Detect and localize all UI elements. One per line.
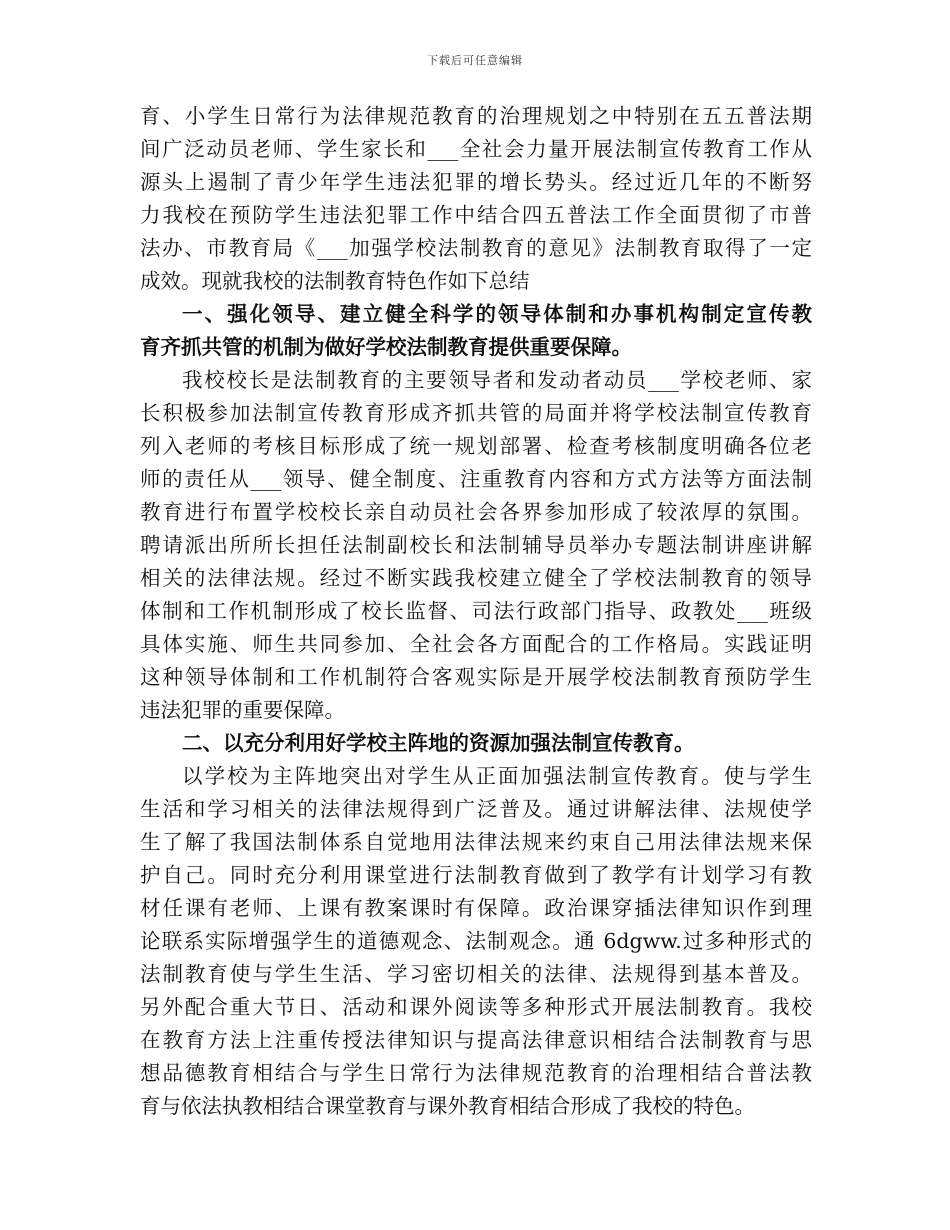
- paragraph-intro: [140, 100, 812, 298]
- text-line: 违法犯罪的重要保障。: [140, 698, 345, 722]
- text-line: 育与依法执教相结合课堂教育与课外教育相结合形成了我校的特色。: [140, 1094, 755, 1118]
- text-line: 师的责任从___领导、健全制度、注重教育内容和方式方法等方面法制: [140, 467, 812, 491]
- text-line: 教育进行布置学校校长亲自动员社会各界参加形成了较浓厚的氛围。: [140, 500, 812, 524]
- text-line: 源头上遏制了青少年学生违法犯罪的增长势头。经过近几年的不断努: [140, 170, 812, 194]
- text-line: 法办、市教育局《___加强学校法制教育的意见》法制教育取得了一定: [140, 236, 812, 260]
- text-line: 相关的法律法规。经过不断实践我校建立健全了学校法制教育的领导: [140, 566, 812, 590]
- paragraph-leadership: [140, 364, 812, 727]
- heading-line: 育齐抓共管的机制为做好学校法制教育提供重要保障。: [140, 335, 632, 359]
- heading-line: 二、以充分利用好学校主阵地的资源加强法制宣传教育。: [182, 731, 695, 755]
- text-line: 聘请派出所所长担任法制副校长和法制辅导员举办专题法制讲座讲解: [140, 533, 812, 557]
- text-line: 想品德教育相结合与学生日常行为法律规范教育的治理相结合普法教: [140, 1061, 812, 1085]
- text-line: 育、小学生日常行为法律规范教育的治理规划之中特别在五五普法期: [140, 104, 812, 128]
- text-line: 成效。现就我校的法制教育特色作如下总结: [140, 269, 530, 293]
- text-line: 长积极参加法制宣传教育形成齐抓共管的局面并将学校法制宣传教育: [140, 401, 812, 425]
- text-line: 体制和工作机制形成了校长监督、司法行政部门指导、政教处___班级: [140, 599, 812, 623]
- text-line: 法制教育使与学生生活、学习密切相关的法律、法规得到基本普及。: [140, 962, 812, 986]
- text-line: 另外配合重大节日、活动和课外阅读等多种形式开展法制教育。我校: [140, 995, 812, 1019]
- text-line: 生了解了我国法制体系自觉地用法律法规来约束自己用法律法规来保: [140, 830, 812, 854]
- text-line: 以学校为主阵地突出对学生从正面加强法制宣传教育。使与学生: [182, 764, 812, 788]
- section-heading-1: [140, 298, 812, 364]
- text-line: 护自己。同时充分利用课堂进行法制教育做到了教学有计划学习有教: [140, 863, 812, 887]
- page-header: 下载后可任意编辑: [427, 54, 523, 67]
- paragraph-education: [140, 760, 812, 1123]
- text-line: 我校校长是法制教育的主要领导者和发动者动员___学校老师、家: [182, 368, 812, 392]
- text-line: 列入老师的考核目标形成了统一规划部署、检查考核制度明确各位老: [140, 434, 812, 458]
- text-line: 间广泛动员老师、学生家长和___全社会力量开展法制宣传教育工作从: [140, 137, 812, 161]
- section-heading-2: [140, 727, 812, 760]
- text-line: 在教育方法上注重传授法律知识与提高法律意识相结合法制教育与思: [140, 1028, 812, 1052]
- text-line: 生活和学习相关的法律法规得到广泛普及。通过讲解法律、法规使学: [140, 797, 812, 821]
- text-line: 论联系实际增强学生的道德观念、法制观念。通 6dgww.过多种形式的: [140, 929, 812, 953]
- text-line: 力我校在预防学生违法犯罪工作中结合四五普法工作全面贯彻了市普: [140, 203, 812, 227]
- heading-line: 一、强化领导、建立健全科学的领导体制和办事机构制定宣传教: [182, 302, 812, 326]
- text-line: 材任课有老师、上课有教案课时有保障。政治课穿插法律知识作到理: [140, 896, 812, 920]
- text-line: 具体实施、师生共同参加、全社会各方面配合的工作格局。实践证明: [140, 632, 812, 656]
- text-line: 这种领导体制和工作机制符合客观实际是开展学校法制教育预防学生: [140, 665, 812, 689]
- document-body: [140, 100, 812, 1123]
